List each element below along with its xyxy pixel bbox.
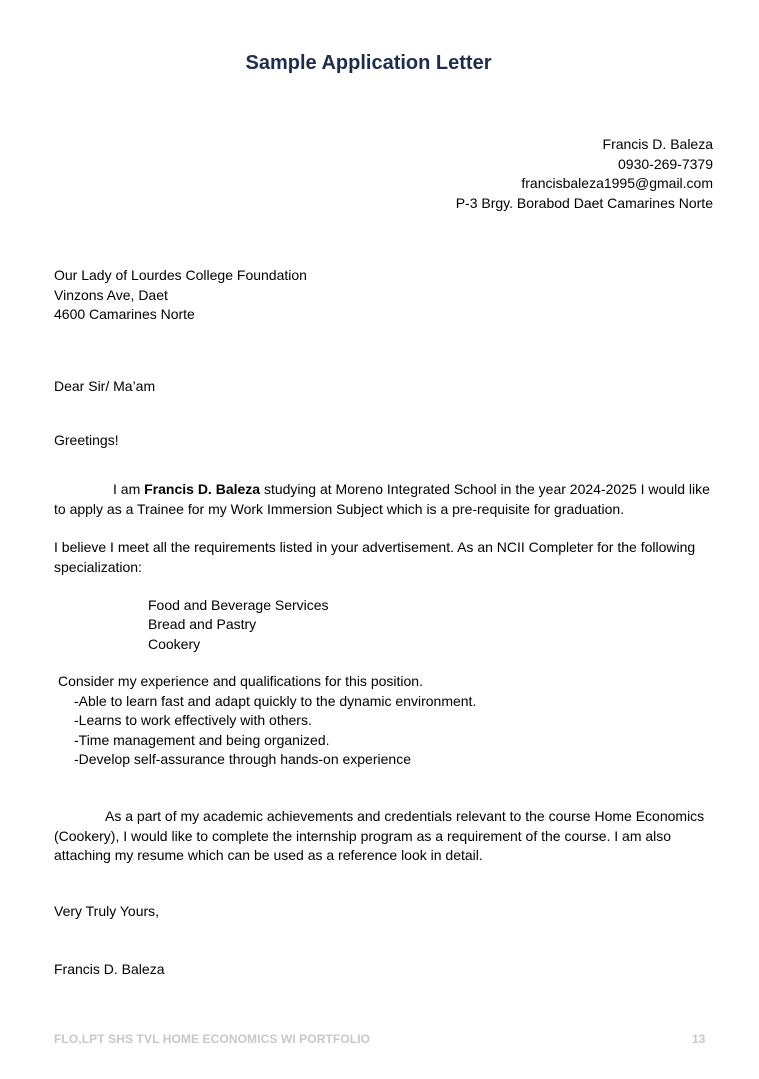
recipient-line-2: Vinzons Ave, Daet — [54, 286, 168, 303]
paragraph-intro-prefix: I am — [113, 481, 145, 497]
page-title: Sample Application Letter — [245, 52, 492, 74]
signature-name: Francis D. Baleza — [54, 961, 165, 977]
sender-email: francisbaleza1995@gmail.com — [521, 175, 713, 191]
consider-line: Consider my experience and qualifications for this position. — [58, 673, 423, 689]
qualification-list — [74, 692, 476, 769]
specialization-item: Bread and Pastry — [148, 616, 257, 633]
sender-phone: 0930-269-7379 — [618, 155, 713, 172]
recipient-line-3: 4600 Camarines Norte — [54, 306, 195, 322]
paragraph-intro — [54, 480, 716, 519]
sender-name: Francis D. Baleza — [602, 136, 713, 152]
salutation: Dear Sir/ Ma’am — [54, 378, 156, 394]
qualification-item: -Learns to work effectively with others. — [74, 712, 312, 729]
footer-label: FLO,LPT SHS TVL HOME ECONOMICS WI PORTFOLIO — [54, 1032, 371, 1046]
paragraph-requirements: I believe I meet all the requirements listed in your advertisement. As an NCII Completer for the following specialization: — [54, 539, 696, 575]
qualification-item: -Time management and being organized. — [74, 731, 330, 748]
paragraph-achievements-text: As a part of my academic achievements and credentials relevant to the course Home Economics (Cookery), I would like to complete the internship program as a requirement of the course. I am also attaching my resume which can be used as a reference look in detail. — [54, 808, 705, 863]
paragraph-achievements — [54, 807, 716, 866]
page-number: 13 — [692, 1032, 706, 1046]
specialization-item: Food and Beverage Services — [148, 597, 329, 613]
paragraph-intro-name: Francis D. Baleza — [144, 481, 261, 497]
qualification-item: -Able to learn fast and adapt quickly to the dynamic environment. — [74, 693, 477, 709]
specialization-item: Cookery — [148, 635, 201, 652]
closing: Very Truly Yours, — [54, 903, 160, 919]
paragraph-intro-rest: studying at Moreno Integrated School in the year 2024-2025 I would like to apply as a Trainee for my Work Immersion Subject which is a pre-requisite for graduation. — [54, 481, 710, 517]
sender-address: P-3 Brgy. Borabod Daet Camarines Norte — [455, 194, 713, 211]
specialization-list — [148, 596, 329, 654]
sender-block — [456, 135, 713, 213]
recipient-line-1: Our Lady of Lourdes College Foundation — [54, 267, 307, 283]
qualification-item: -Develop self-assurance through hands-on experience — [74, 750, 411, 767]
greeting: Greetings! — [54, 432, 119, 448]
recipient-block — [54, 266, 307, 325]
